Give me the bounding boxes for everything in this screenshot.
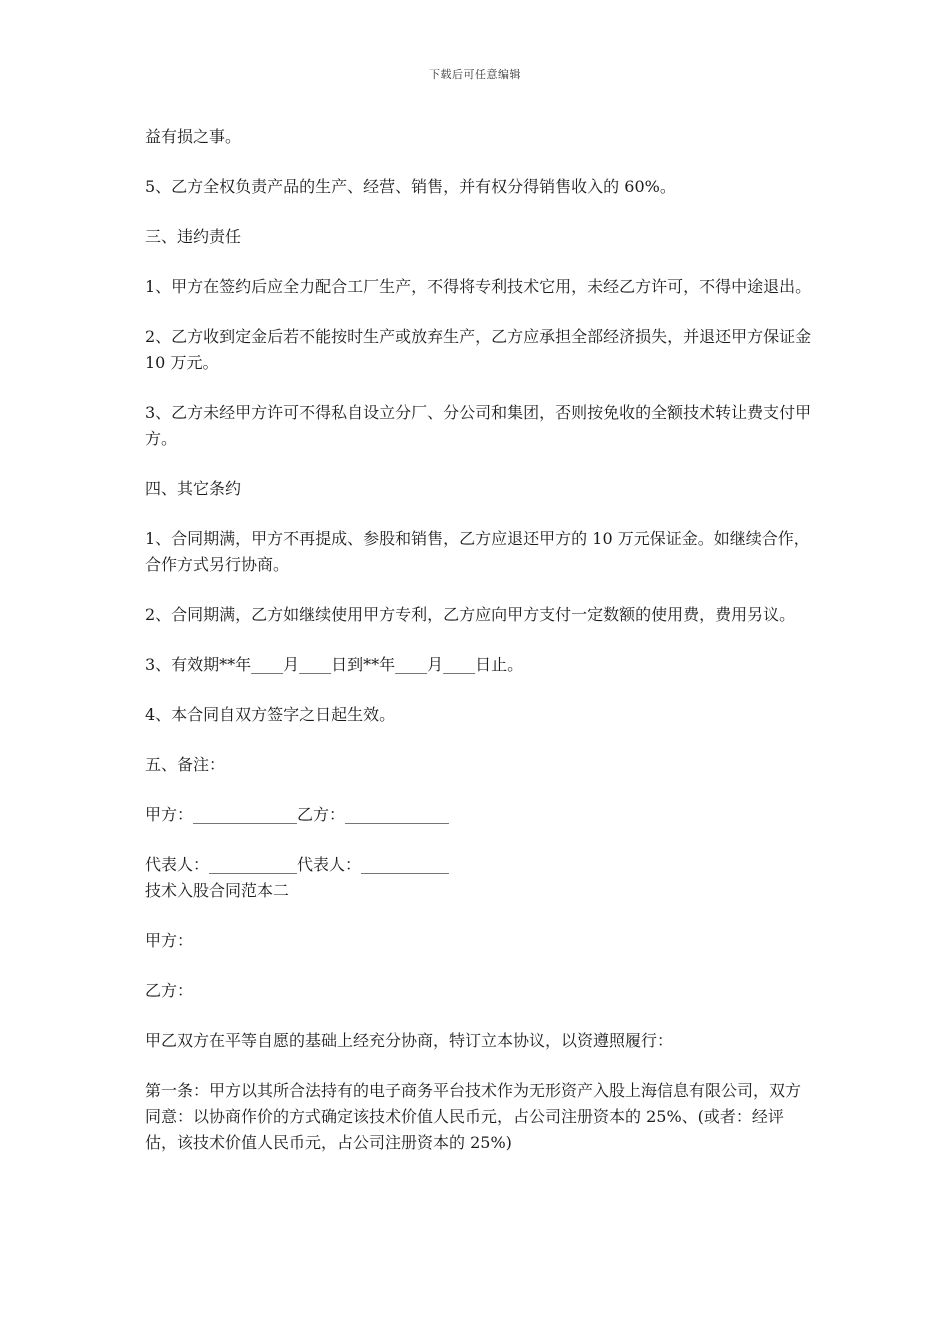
clause-item: 2、合同期满，乙方如继续使用甲方专利，乙方应向甲方支付一定数额的使用费，费用另议。 (145, 605, 796, 624)
paragraph: 益有损之事。 (145, 127, 242, 146)
clause-item: 1、合同期满，甲方不再提成、参股和销售，乙方应退还甲方的 10 万元保证金。如继续合作，合作方式另行协商。 (145, 529, 810, 574)
section-heading: 四、其它条约 (145, 479, 242, 498)
document-title: 技术入股合同范本二 (145, 881, 290, 900)
article-one: 第一条：甲方以其所合法持有的电子商务平台技术作为无形资产入股上海信息有限公司，双方同意：以协商作价的方式确定该技术价值人民币元，占公司注册资本的 25%、(或者：经评估，该技术价值人民币元，占公司注册资本的 25%) (145, 1081, 802, 1152)
section-heading: 五、备注： (145, 755, 226, 774)
clause-item: 3、有效期**年____月____日到**年____月____日止。 (145, 655, 524, 674)
party-b-label: 乙方： (145, 981, 194, 1000)
clause-item: 3、乙方未经甲方许可不得私自设立分厂、分公司和集团，否则按免收的全额技术转让费支付甲方。 (145, 403, 812, 448)
clause-item: 2、乙方收到定金后若不能按时生产或放弃生产，乙方应承担全部经济损失，并退还甲方保证金 10 万元。 (145, 327, 817, 372)
signature-line-parties: 甲方：_____________乙方：_____________ (145, 805, 450, 824)
signature-line-representatives: 代表人：___________代表人：___________ (145, 855, 450, 874)
clause-item: 1、甲方在签约后应全力配合工厂生产，不得将专利技术它用，未经乙方许可，不得中途退出。 (145, 277, 812, 296)
clause-item: 4、本合同自双方签字之日起生效。 (145, 705, 396, 724)
section-heading: 三、违约责任 (145, 227, 242, 246)
party-a-label: 甲方： (145, 931, 194, 950)
page-header-note: 下载后可任意编辑 (429, 68, 521, 81)
clause-item: 5、乙方全权负责产品的生产、经营、销售，并有权分得销售收入的 60%。 (145, 177, 676, 196)
document-body (145, 124, 815, 1156)
preamble: 甲乙双方在平等自愿的基础上经充分协商，特订立本协议，以资遵照履行： (145, 1031, 674, 1050)
